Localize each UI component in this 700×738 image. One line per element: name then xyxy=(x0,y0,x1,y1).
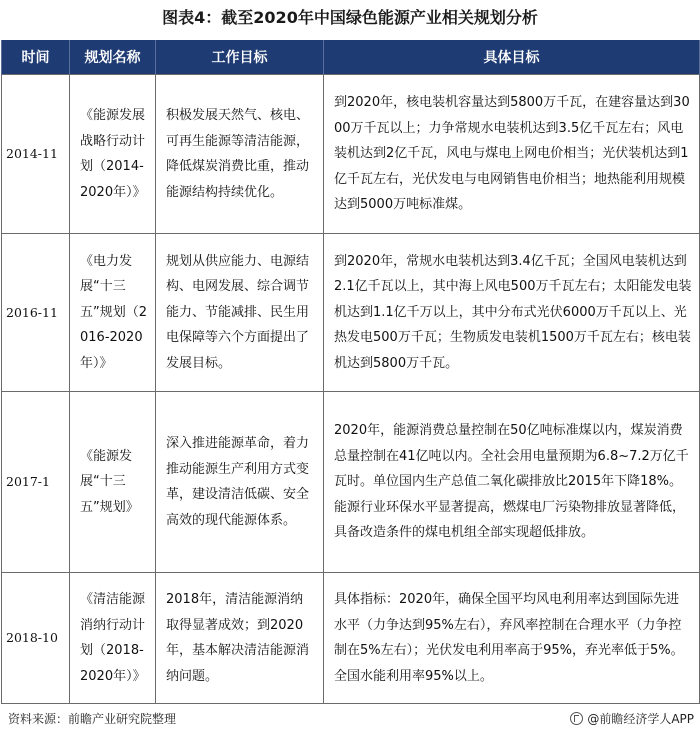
row-time: 2018-10 xyxy=(2,573,70,704)
row-goal: 2020年，能源消费总量控制在50亿吨标准煤以内，煤炭消费总量控制在41亿吨以内。全社会用电量预期为6.8~7.2万亿千瓦时。单位国内生产总值二氧化碳排放比2015年下降18%。能源行业环保水平显著提高，燃煤电厂污染物排放显著降低，具备改造条件的煤电机组全部实现超低排放。 xyxy=(324,392,700,573)
header-plan: 规划名称 xyxy=(70,40,156,75)
table-row xyxy=(2,75,700,234)
row-goal: 到2020年，核电装机容量达到5800万千瓦，在建容量达到3000万千瓦以上；力争常规水电装机达到3.5亿千瓦左右；风电装机达到2亿千瓦，风电与煤电上网电价相当；光伏装机达到1亿千瓦左右，光伏发电与电网销售电价相当；地热能利用规模达到5000万吨标准煤。 xyxy=(324,75,700,234)
row-plan: 《能源发展战略行动计划（2014-2020年）》 xyxy=(70,75,156,234)
row-goal: 具体指标：2020年，确保全国平均风电利用率达到国际先进水平（力争达到95%左右），弃风率控制在合理水平（力争控制在5%左右）；光伏发电利用率高于95%，弃光率低于5%。全国水能利用率95%以上。 xyxy=(324,573,700,704)
table-row xyxy=(2,573,700,704)
table-header-row xyxy=(2,40,700,75)
header-goal: 具体目标 xyxy=(324,40,700,75)
row-work: 深入推进能源革命，着力推动能源生产利用方式变革，建设清洁低碳、安全高效的现代能源体系。 xyxy=(156,392,324,573)
row-time: 2016-11 xyxy=(2,234,70,392)
chart-title: 图表4：截至2020年中国绿色能源产业相关规划分析 xyxy=(162,8,538,27)
planning-table-container xyxy=(1,40,699,704)
row-goal: 到2020年，常规水电装机达到3.4亿千瓦；全国风电装机达到2.1亿千瓦以上，其中海上风电500万千瓦左右；太阳能发电装机达到1.1亿千万以上，其中分布式光伏6000万千瓦以上、光热发电500万千瓦；生物质发电装机1500万千瓦左右；核电装机达到5800万千瓦。 xyxy=(324,234,700,392)
table-row xyxy=(2,392,700,573)
row-work: 规划从供应能力、电源结构、电网发展、综合调节能力、节能减排、民生用电保障等六个方面提出了发展目标。 xyxy=(156,234,324,392)
row-plan: 《电力发展“十三五”规划（2016-2020年）》 xyxy=(70,234,156,392)
qianzhan-logo-icon xyxy=(570,712,583,725)
row-plan: 《能源发展“十三五”规划》 xyxy=(70,392,156,573)
row-work: 积极发展天然气、核电、可再生能源等清洁能源，降低煤炭消费比重，推动能源结构持续优化。 xyxy=(156,75,324,234)
table-row xyxy=(2,234,700,392)
header-work: 工作目标 xyxy=(156,40,324,75)
row-time: 2014-11 xyxy=(2,75,70,234)
brand-credit xyxy=(570,710,694,727)
source-note: 资料来源：前瞻产业研究院整理 xyxy=(8,712,177,726)
brand-text: @前瞻经济学人APP xyxy=(587,712,694,726)
header-time: 时间 xyxy=(2,40,70,75)
row-plan: 《清洁能源消纳行动计划（2018-2020年）》 xyxy=(70,573,156,704)
planning-table xyxy=(1,40,700,704)
row-work: 2018年，清洁能源消纳取得显著成效；到2020年，基本解决清洁能源消纳问题。 xyxy=(156,573,324,704)
row-time: 2017-1 xyxy=(2,392,70,573)
